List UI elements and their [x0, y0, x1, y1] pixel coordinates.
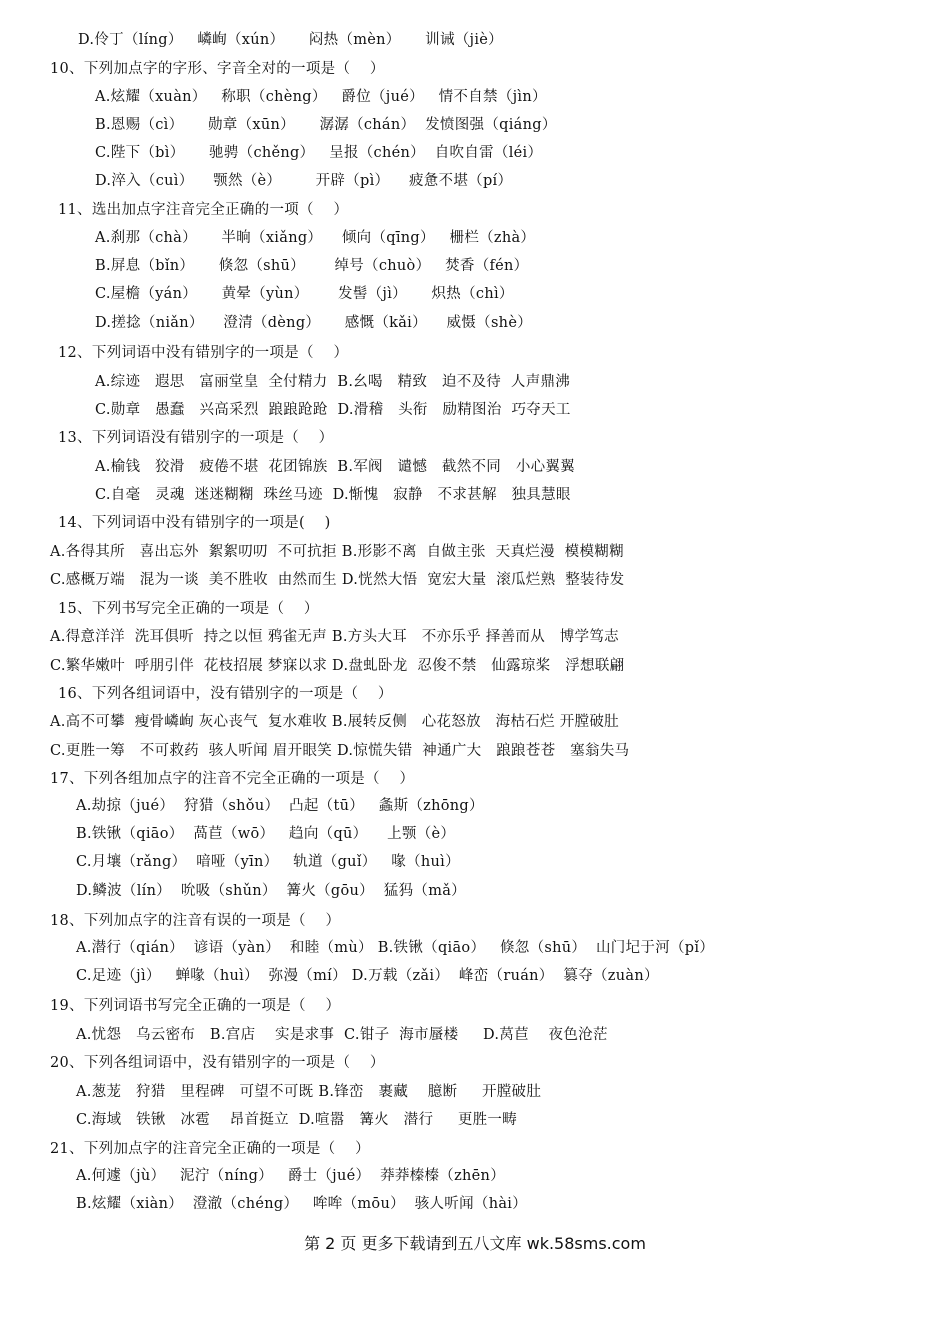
- text-line: D.淬入（cuì） 颚然（è） 开辟（pì） 疲惫不堪（pí）: [95, 173, 513, 189]
- text-line: A.葱茏 狩猎 里程碑 可望不可既 B.锋峦 裹藏 臆断 开膛破肚: [76, 1084, 542, 1100]
- question-stem: 10、下列加点字的字形、字音全对的一项是（ ）: [50, 61, 385, 77]
- text-line: A.榆钱 狡滑 疲倦不堪 花团锦族 B.军阀 谴憾 截然不同 小心翼翼: [95, 459, 576, 475]
- text-line: D.搓捻（niǎn） 澄清（dèng） 感慨（kǎi） 威慑（shè）: [95, 315, 533, 331]
- text-line: C.陛下（bì） 驰骋（chěng） 呈报（chén） 自吹自雷（léi）: [95, 145, 543, 161]
- text-line: C.海域 铁锹 冰雹 昂首挺立 D.喧嚣 篝火 潜行 更胜一畴: [76, 1112, 518, 1128]
- text-line: A.何遽（jù） 泥泞（níng） 爵士（jué） 莽莽榛榛（zhēn）: [76, 1168, 505, 1184]
- text-line: C.繁华嫩叶 呼朋引伴 花枝招展 梦寐以求 D.盘虬卧龙 忍俊不禁 仙露琼桨 浮想联翩: [50, 658, 625, 674]
- text-line: A.炫耀（xuàn） 称职（chèng） 爵位（jué） 情不自禁（jìn）: [95, 89, 547, 105]
- page-footer: 第 2 页 更多下载请到五八文库 wk.58sms.com: [304, 1234, 646, 1253]
- question-stem: 12、下列词语中没有错别字的一项是（ ）: [58, 345, 349, 361]
- question-stem: 18、下列加点字的注音有误的一项是（ ）: [50, 913, 341, 929]
- text-line: A.得意洋洋 洗耳倶听 持之以恒 鸦雀无声 B.方头大耳 不亦乐乎 择善而从 博学笃志: [50, 629, 619, 645]
- question-stem: 16、下列各组词语中，没有错别字的一项是（ ）: [58, 686, 393, 702]
- text-line: C.足迹（jì） 蝉喙（huì） 弥漫（mí） D.万载（zǎi） 峰峦（ruán） 篡夺（zuàn）: [76, 968, 659, 984]
- text-line: C.月壤（rǎng） 喑哑（yīn） 轨道（guǐ） 喙（huì）: [76, 854, 460, 870]
- question-stem: 13、下列词语没有错别字的一项是（ ）: [58, 430, 334, 446]
- text-line: A.各得其所 喜出忘外 絮絮叨叨 不可抗拒 B.形影不离 自做主张 天真烂漫 模模糊糊: [50, 544, 624, 560]
- text-line: C.自毫 灵魂 迷迷糊糊 珠丝马迹 D.惭愧 寂静 不求甚解 独具慧眼: [95, 487, 571, 503]
- text-line: A.潜行（qián） 谚语（yàn） 和睦（mù） B.铁锹（qiāo） 倏忽（shū） 山门圮于河（pǐ）: [76, 940, 715, 956]
- question-stem: 11、选出加点字注音完全正确的一项（ ）: [58, 202, 349, 218]
- text-line: B.屏息（bǐn） 倏忽（shū） 绰号（chuò） 焚香（fén）: [95, 258, 529, 274]
- text-line: A.忧怨 乌云密布 B.宫店 实是求事 C.钳子 海市蜃楼 D.莴苣 夜色沧茫: [76, 1027, 608, 1043]
- question-stem: 17、下列各组加点字的注音不完全正确的一项是（ ）: [50, 771, 415, 787]
- question-stem: 14、下列词语中没有错别字的一项是( ): [58, 515, 331, 531]
- text-line: D.伶丁（líng） 嶙峋（xún） 闷热（mèn） 训诫（jiè）: [78, 32, 503, 48]
- text-line: C.勋章 愚蠢 兴高采烈 踉踉跄跄 D.滑稽 头衔 励精图治 巧夺天工: [95, 402, 571, 418]
- text-line: B.铁锹（qiāo） 萵苣（wō） 趋向（qū） 上颚（è）: [76, 826, 456, 842]
- text-line: C.更胜一筹 不可救药 骇人听闻 眉开眼笑 D.惊慌失错 神通广大 踉踉苍苍 塞翁失马: [50, 743, 630, 759]
- text-line: A.高不可攀 瘦骨嶙峋 灰心丧气 复水难收 B.展转反侧 心花怒放 海枯石烂 开膛破肚: [50, 714, 619, 730]
- text-line: B.恩赐（cì） 勋章（xūn） 潺潺（chán） 发愤图强（qiáng）: [95, 117, 557, 133]
- text-line: D.鳞波（lín） 吮吸（shǔn） 篝火（gōu） 猛犸（mǎ）: [76, 883, 466, 899]
- text-line: A.刹那（chà） 半晌（xiǎng） 倾向（qīng） 栅栏（zhà）: [95, 230, 536, 246]
- question-stem: 20、下列各组词语中，没有错别字的一项是（ ）: [50, 1055, 385, 1071]
- text-line: A.综迹 遐思 富丽堂皇 全付精力 B.幺喝 精致 迫不及待 人声鼎沸: [95, 374, 571, 390]
- question-stem: 21、下列加点字的注音完全正确的一项是（ ）: [50, 1141, 370, 1157]
- question-stem: 19、下列词语书写完全正确的一项是（ ）: [50, 998, 341, 1014]
- text-line: C.感概万端 混为一谈 美不胜收 由然而生 D.恍然大悟 宽宏大量 滚瓜烂熟 整装待发: [50, 572, 625, 588]
- text-line: B.炫耀（xiàn） 澄澈（chéng） 哞哞（mōu） 骇人听闻（hài）: [76, 1196, 528, 1212]
- text-line: C.屋檐（yán） 黄晕（yùn） 发髻（jì） 炽热（chì）: [95, 286, 514, 302]
- text-line: A.劫掠（jué） 狩猎（shǒu） 凸起（tū） 螽斯（zhōng）: [76, 798, 484, 814]
- question-stem: 15、下列书写完全正确的一项是（ ）: [58, 601, 319, 617]
